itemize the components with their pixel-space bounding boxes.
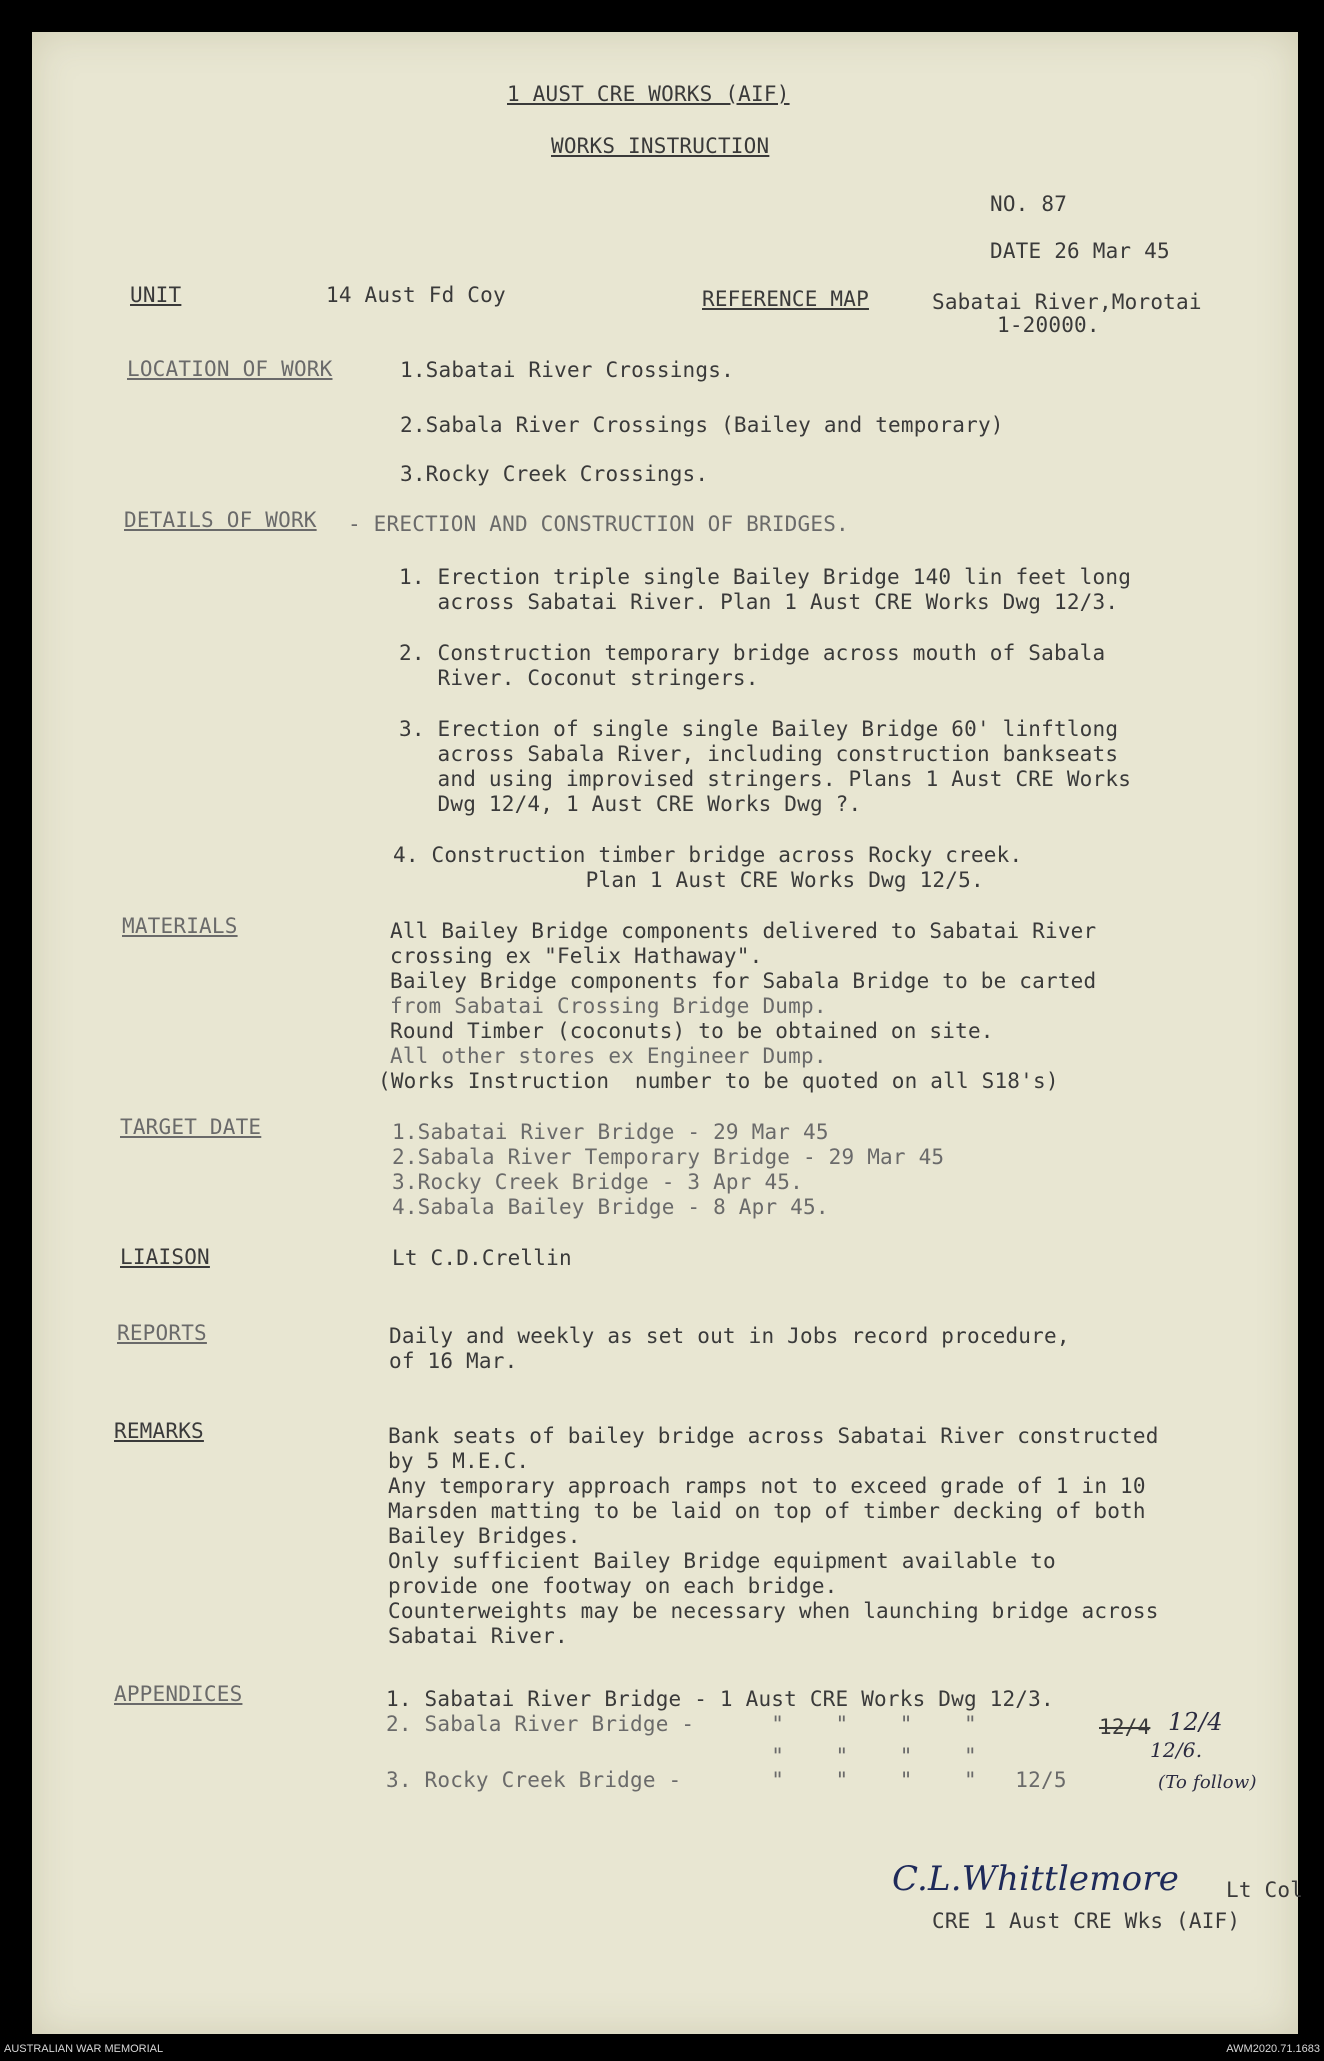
remarks-line: Sabatai River.	[388, 1624, 568, 1648]
unit-value: 14 Aust Fd Coy	[326, 283, 506, 307]
materials-label: MATERIALS	[122, 914, 238, 938]
remarks-line: Bailey Bridges.	[388, 1524, 581, 1548]
appendices-label: APPENDICES	[114, 1682, 243, 1706]
remarks-label: REMARKS	[114, 1419, 204, 1443]
materials-line: from Sabatai Crossing Bridge Dump.	[390, 994, 827, 1018]
appendix-line: 1. Sabatai River Bridge - 1 Aust CRE Works Dwg 12/3.	[386, 1687, 1054, 1711]
handwritten-drawing-number: 12/4	[1168, 1708, 1223, 1736]
location-item: 3.Rocky Creek Crossings.	[400, 462, 709, 486]
materials-line: All other stores ex Engineer Dump.	[390, 1044, 827, 1068]
target-date-line: 1.Sabatai River Bridge - 29 Mar 45	[392, 1120, 829, 1144]
remarks-line: Any temporary approach ramps not to exceed grade of 1 in 10	[388, 1474, 1146, 1498]
liaison-label: LIAISON	[120, 1245, 210, 1269]
materials-line: crossing ex "Felix Hathaway".	[390, 944, 763, 968]
remarks-line: Only sufficient Bailey Bridge equipment available to	[388, 1549, 1056, 1573]
details-line: across Sabatai River. Plan 1 Aust CRE Works Dwg 12/3.	[399, 590, 1119, 614]
footer-accession: AWM2020.71.1683	[1226, 2043, 1320, 2055]
unit-label: UNIT	[130, 283, 182, 307]
details-line: Dwg 12/4, 1 Aust CRE Works Dwg ?.	[399, 792, 862, 816]
reports-label: REPORTS	[117, 1321, 207, 1345]
details-line: Plan 1 Aust CRE Works Dwg 12/5.	[393, 868, 984, 892]
remarks-line: Bank seats of bailey bridge across Sabatai River constructed	[388, 1424, 1159, 1448]
handwritten-drawing-number: 12/6.	[1150, 1738, 1203, 1762]
appendix-line: 3. Rocky Creek Bridge - " " " " 12/5	[386, 1768, 1067, 1792]
target-date-line: 3.Rocky Creek Bridge - 3 Apr 45.	[392, 1170, 803, 1194]
handwritten-note: (To follow)	[1158, 1772, 1257, 1793]
target-date-line: 2.Sabala River Temporary Bridge - 29 Mar 45	[392, 1145, 945, 1169]
signature: C.L.Whittlemore	[892, 1859, 1180, 1899]
details-line: 3. Erection of single single Bailey Bridge 60' linftlong	[399, 717, 1119, 741]
materials-line: Round Timber (coconuts) to be obtained on site.	[390, 1019, 994, 1043]
remarks-line: Marsden matting to be laid on top of timber decking of both	[388, 1499, 1146, 1523]
document-date: DATE 26 Mar 45	[990, 239, 1170, 263]
remarks-line: by 5 M.E.C.	[388, 1449, 530, 1473]
signatory-title: CRE 1 Aust CRE Wks (AIF)	[932, 1909, 1241, 1933]
reference-map-value: Sabatai River,Morotai	[932, 290, 1202, 314]
details-line: River. Coconut stringers.	[399, 666, 759, 690]
appendix-line: 2. Sabala River Bridge - " " " "	[386, 1712, 977, 1736]
location-item: 1.Sabatai River Crossings.	[400, 358, 734, 382]
details-line: 4. Construction timber bridge across Rocky creek.	[393, 843, 1023, 867]
document-title: WORKS INSTRUCTION	[551, 134, 770, 158]
details-label: DETAILS OF WORK	[124, 508, 317, 532]
materials-line: (Works Instruction number to be quoted on all S18's)	[378, 1069, 1059, 1093]
details-line: 2. Construction temporary bridge across mouth of Sabala	[399, 641, 1106, 665]
reports-line: Daily and weekly as set out in Jobs record procedure,	[389, 1324, 1070, 1348]
remarks-line: Counterweights may be necessary when launching bridge across	[388, 1599, 1159, 1623]
reference-map-label: REFERENCE MAP	[702, 287, 869, 311]
details-line: across Sabala River, including construction bankseats	[399, 742, 1119, 766]
location-label: LOCATION OF WORK	[127, 357, 333, 381]
target-date-label: TARGET DATE	[120, 1115, 262, 1139]
document-page	[32, 32, 1304, 2034]
reports-line: of 16 Mar.	[389, 1349, 518, 1373]
struck-drawing-number: 12/4	[1099, 1715, 1151, 1739]
instruction-number: NO. 87	[990, 192, 1068, 216]
signatory-rank: Lt Col	[1226, 1878, 1304, 1902]
materials-line: All Bailey Bridge components delivered to Sabatai River	[390, 919, 1097, 943]
liaison-value: Lt C.D.Crellin	[392, 1246, 572, 1270]
details-line: 1. Erection triple single Bailey Bridge 140 lin feet long	[399, 565, 1132, 589]
remarks-line: provide one footway on each bridge.	[388, 1574, 838, 1598]
reference-map-scale: 1-20000.	[997, 313, 1100, 337]
unit-heading: 1 AUST CRE WORKS (AIF)	[507, 82, 790, 106]
target-date-line: 4.Sabala Bailey Bridge - 8 Apr 45.	[392, 1195, 829, 1219]
appendix-line: " " " "	[386, 1744, 977, 1768]
footer-source: AUSTRALIAN WAR MEMORIAL	[4, 2043, 164, 2055]
materials-line: Bailey Bridge components for Sabala Bridge to be carted	[390, 969, 1097, 993]
location-item: 2.Sabala River Crossings (Bailey and temporary)	[400, 413, 1004, 437]
details-line: and using improvised stringers. Plans 1 Aust CRE Works	[399, 767, 1132, 791]
details-heading: - ERECTION AND CONSTRUCTION OF BRIDGES.	[348, 512, 849, 536]
